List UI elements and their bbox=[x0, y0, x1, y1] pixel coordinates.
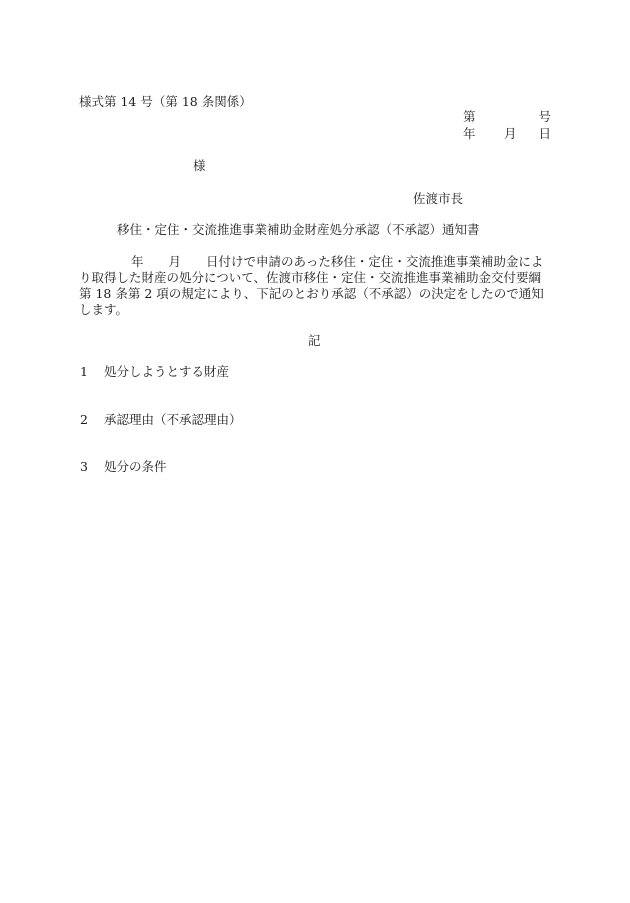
list-item bbox=[80, 365, 229, 379]
ki-heading: 記 bbox=[308, 333, 321, 348]
item-number: 3 bbox=[80, 459, 88, 474]
document-number-line bbox=[463, 110, 551, 124]
body-paragraph bbox=[79, 254, 549, 318]
list-item bbox=[80, 413, 242, 427]
item-number: 2 bbox=[80, 412, 88, 427]
date-year: 年 bbox=[463, 126, 476, 141]
date-day: 日 bbox=[538, 126, 551, 141]
body-line: 年 月 日付けで申請のあった移住・定住・交流推進事業補助金によ bbox=[131, 254, 544, 269]
item-label: 処分しようとする財産 bbox=[104, 364, 230, 379]
document-title: 移住・定住・交流推進事業補助金財産処分承認（不承認）通知書 bbox=[117, 222, 480, 237]
item-label: 承認理由（不承認理由） bbox=[104, 412, 242, 427]
addressee-suffix: 様 bbox=[193, 158, 206, 173]
item-number: 1 bbox=[80, 364, 88, 379]
date-line bbox=[463, 127, 551, 141]
list-item bbox=[80, 460, 167, 474]
body-line: り取得した財産の処分について、佐渡市移住・定住・交流推進事業補助金交付要綱 bbox=[79, 270, 542, 285]
body-line: 第 18 条第 2 項の規定により、下記のとおり承認（不承認）の決定をしたので通知 bbox=[79, 286, 544, 301]
form-label: 様式第 14 号（第 18 条関係） bbox=[79, 94, 252, 109]
issuer: 佐渡市長 bbox=[413, 191, 464, 206]
number-prefix: 第 bbox=[463, 109, 476, 124]
date-month: 月 bbox=[504, 126, 517, 141]
item-label: 処分の条件 bbox=[104, 459, 167, 474]
number-suffix: 号 bbox=[538, 109, 551, 124]
body-line: します。 bbox=[79, 302, 129, 317]
